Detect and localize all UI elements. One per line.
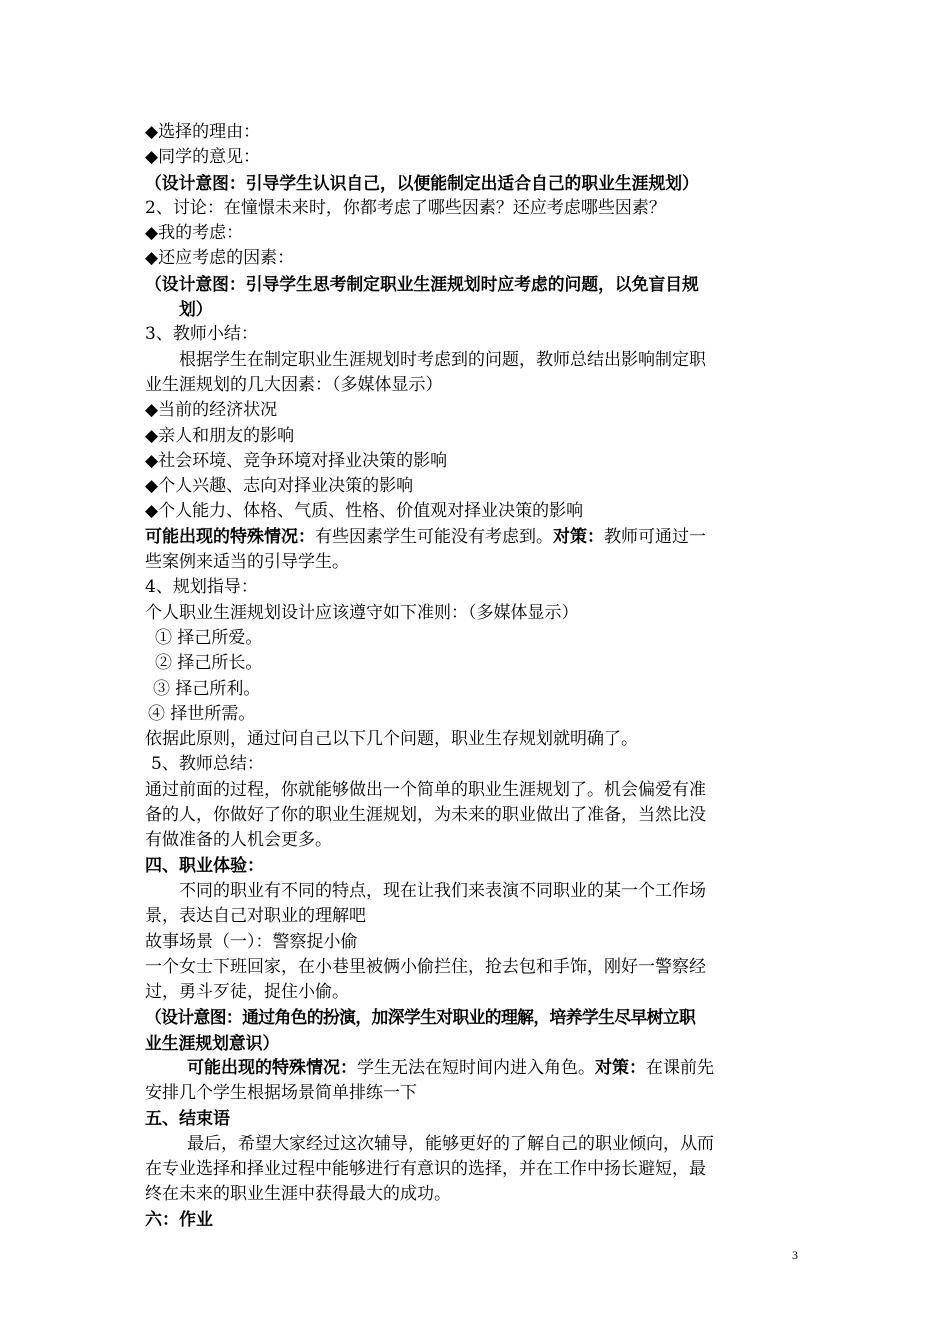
countermeasure-text: 教师可通过一 — [604, 526, 706, 547]
text-line: 个人职业生涯规划设计应该遵守如下准则：（多媒体显示） — [145, 602, 579, 623]
special-case-text: 学生无法在短时间内进入角色。 — [357, 1057, 595, 1078]
special-case-label: 可能出现的特殊情况： — [145, 526, 315, 547]
numbered-item: ② 择己所长。 — [155, 653, 263, 674]
text-line: 终在未来的职业生涯中获得最大的成功。 — [145, 1184, 451, 1205]
chapter-heading: 六：作业 — [145, 1209, 213, 1230]
text-line: 备的人，你做好了你的职业生涯规划，为未来的职业做出了准备，当然比没 — [145, 805, 706, 826]
numbered-item: ① 择己所爱。 — [155, 627, 263, 648]
design-intent-note: （设计意图：引导学生认识自己，以便能制定出适合自己的职业生涯规划） — [145, 172, 699, 193]
text-line: 景，表达自己对职业的理解吧 — [145, 906, 366, 927]
numbered-item: ④ 择世所需。 — [148, 703, 256, 724]
list-item: ◆个人能力、体格、气质、性格、价值观对择业决策的影响 — [145, 501, 584, 522]
special-case-line — [145, 1056, 810, 1081]
text-line: ◆同学的意见： — [145, 147, 261, 168]
list-item: ◆当前的经济状况 — [145, 400, 278, 421]
text-line: 有做准备的人机会更多。 — [145, 830, 332, 851]
chapter-heading: 四、职业体验： — [145, 855, 264, 876]
text-line: 依据此原则，通过问自己以下几个问题，职业生存规划就明确了。 — [145, 729, 638, 750]
section-heading: 4、规划指导： — [145, 577, 258, 598]
text-line: 不同的职业有不同的特点，现在让我们来表演不同职业的某一个工作场 — [179, 880, 706, 901]
text-line: 根据学生在制定职业生涯规划时考虑到的问题，教师总结出影响制定职 — [179, 349, 706, 370]
text-line: 安排几个学生根据场景简单排练一下 — [145, 1083, 417, 1104]
document-body — [145, 120, 810, 1233]
special-case-line — [145, 525, 810, 550]
section-heading: 5、教师总结： — [151, 754, 264, 775]
text-line: 2、讨论：在憧憬未来时，你都考虑了哪些因素？还应考虑哪些因素？ — [145, 197, 666, 218]
chapter-heading: 五、结束语 — [145, 1108, 230, 1129]
countermeasure-text: 在课前先 — [646, 1057, 714, 1078]
text-line: 故事场景（一）：警察捉小偷 — [145, 931, 358, 952]
special-case-text: 有些因素学生可能没有考虑到。 — [315, 526, 553, 547]
text-line: 最后，希望大家经过这次辅导，能够更好的了解自己的职业倾向，从而 — [187, 1133, 714, 1154]
design-intent-note: （设计意图：引导学生思考制定职业生涯规划时应考虑的问题，以免盲目规 — [145, 273, 699, 294]
numbered-item: ③ 择己所利。 — [153, 678, 261, 699]
text-line: 在专业选择和择业过程中能够进行有意识的选择，并在工作中扬长避短，最 — [145, 1159, 706, 1180]
text-line: ◆我的考虑： — [145, 223, 244, 244]
list-item: ◆个人兴趣、志向对择业决策的影响 — [145, 476, 414, 497]
special-case-label: 可能出现的特殊情况： — [187, 1057, 357, 1078]
text-line: 过，勇斗歹徒，捉住小偷。 — [145, 982, 349, 1003]
list-item: ◆社会环境、竞争环境对择业决策的影响 — [145, 450, 448, 471]
design-intent-note: （设计意图：通过角色的扮演，加深学生对职业的理解，培养学生尽早树立职 — [145, 1007, 696, 1028]
text-line: 一个女士下班回家，在小巷里被俩小偷拦住，抢去包和手饰，刚好一警察经 — [145, 956, 706, 977]
list-item: ◆亲人和朋友的影响 — [145, 425, 295, 446]
section-heading: 3、教师小结： — [145, 324, 258, 345]
text-line: 业生涯规划的几大因素：（多媒体显示） — [145, 374, 443, 395]
design-intent-note-cont: 划） — [179, 299, 213, 320]
countermeasure-label: 对策： — [595, 1057, 646, 1078]
page-number: 3 — [792, 1248, 798, 1262]
text-line: 通过前面的过程，你就能够做出一个简单的职业生涯规划了。机会偏爱有准 — [145, 779, 706, 800]
countermeasure-label: 对策： — [553, 526, 604, 547]
design-intent-note-cont: 业生涯规划意识） — [145, 1032, 280, 1053]
text-line: ◆选择的理由： — [145, 122, 261, 142]
text-line: 些案例来适当的引导学生。 — [145, 552, 349, 573]
text-line: ◆还应考虑的因素： — [145, 248, 295, 269]
